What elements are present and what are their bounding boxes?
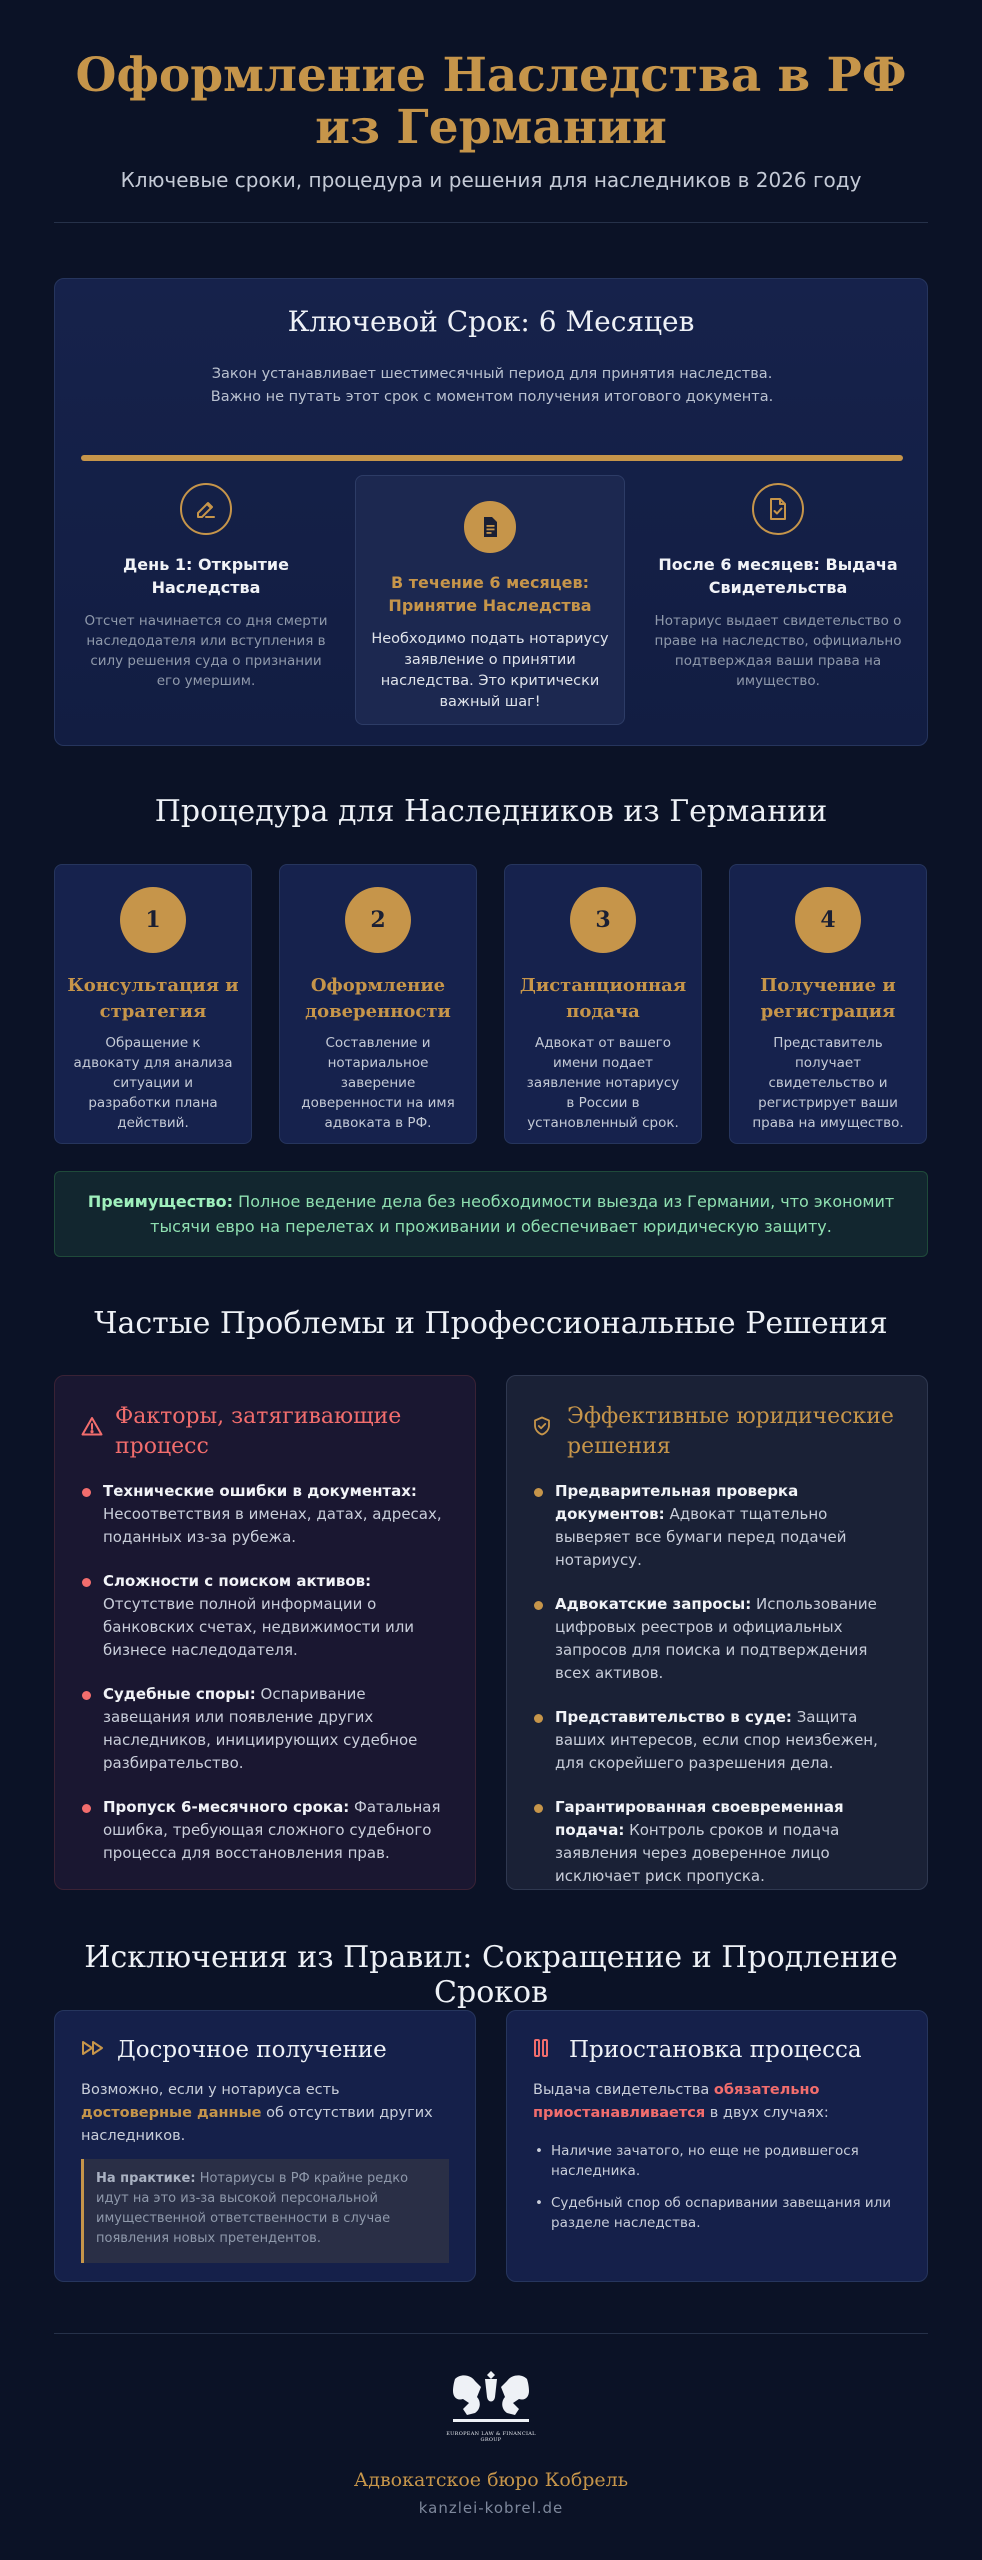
step-title: Оформление доверенности (305, 975, 451, 1022)
suspension-card (506, 2010, 928, 2282)
list-item: Адвокатские запросы: Использование цифровых реестров и официальных запросов для поиска и подтверждения всех активов. (533, 1593, 901, 1685)
list-item: • Наличие зачатого, но еще не родившегося наследника. (533, 2141, 905, 2181)
step-text: Представитель получает свидетельство и регистрирует ваши права на имущество. (752, 1035, 904, 1131)
procedure-step-card (279, 864, 477, 1144)
list-item: Технические ошибки в документах: Несоответствия в именах, датах, адресах, поданных из-за рубежа. (81, 1480, 449, 1549)
step-title: Получение и регистрация (760, 975, 896, 1022)
file-check-icon (752, 483, 804, 535)
timeline-step-text: Нотариус выдает свидетельство о праве на наследство, официально подтверждая ваши права на имущество. (654, 613, 902, 689)
timeline-step-title: После 6 месяцев: Выдача Свидетельства (658, 555, 898, 597)
list-item: • Судебный спор об оспаривании завещания или разделе наследства. (533, 2193, 905, 2233)
timeline-step (643, 483, 913, 691)
divider (54, 2333, 928, 2334)
solutions-title: Эффективные юридические решения (567, 1404, 894, 1459)
warning-triangle-icon (81, 1416, 103, 1462)
timeline-step-title: В течение 6 месяцев: Принятие Наследства (388, 573, 592, 615)
deadline-title: Ключевой Срок: 6 Месяцев (287, 305, 695, 338)
step-text: Составление и нотариальное заверение доверенности на имя адвоката в РФ. (301, 1035, 455, 1131)
logo-caption: EUROPEAN LAW & FINANCIAL GROUP (446, 2431, 536, 2443)
suspension-title: Приостановка процесса (569, 2037, 862, 2063)
lion-crest-logo-icon (445, 2365, 537, 2441)
list-item: Пропуск 6-месячного срока: Фатальная ошибка, требующая сложного судебного процесса для восстановления прав. (81, 1796, 449, 1865)
early-receipt-title: Досрочное получение (117, 2037, 387, 2063)
page-header (54, 50, 928, 192)
timeline-step-text: Необходимо подать нотариусу заявление о принятии наследства. Это критически важный шаг! (371, 631, 609, 710)
divider (54, 222, 928, 223)
problems-title: Факторы, затягивающие процесс (115, 1404, 402, 1459)
step-title: Консультация и стратегия (67, 975, 239, 1022)
timeline-step (71, 483, 341, 691)
timeline-step (355, 501, 625, 713)
step-text: Обращение к адвокату для анализа ситуации и разработки плана действий. (73, 1035, 233, 1131)
edit-icon (180, 483, 232, 535)
procedure-step-card (729, 864, 927, 1144)
shield-check-icon (533, 1416, 555, 1462)
step-number: 1 (120, 887, 186, 953)
procedure-section-title: Процедура для Наследников из Германии (154, 794, 828, 829)
footer (54, 2365, 928, 2517)
list-item: Судебные споры: Оспаривание завещания или появление других наследников, инициирующих судебное разбирательство. (81, 1683, 449, 1775)
advantage-text: Полное ведение дела без необходимости выезда из Германии, что экономит тысячи евро на перелетах и проживании и обеспечивает юридическую защиту. (150, 1192, 895, 1236)
step-number: 4 (795, 887, 861, 953)
step-text: Адвокат от вашего имени подает заявление нотариусу в России в установленный срок. (526, 1035, 680, 1131)
early-receipt-card (54, 2010, 476, 2282)
page-subtitle: Ключевые сроки, процедура и решения для наследников в 2026 году (120, 168, 862, 192)
problems-card (54, 1375, 476, 1890)
step-title: Дистанционная подача (519, 975, 687, 1022)
procedure-step-card (54, 864, 252, 1144)
list-item: Сложности с поиском активов: Отсутствие полной информации о банковских счетах, недвижимости или бизнесе наследодателя. (81, 1570, 449, 1662)
deadline-card (54, 278, 928, 746)
practice-note: На практике: Нотариусы в РФ крайне редко идут на это из-за высокой персональной имущественной ответственности в случае появления новых претендентов. (81, 2159, 449, 2263)
list-item: Предварительная проверка документов: Адвокат тщательно выверяет все бумаги перед подачей нотариусу. (533, 1480, 901, 1572)
fast-forward-icon (81, 2040, 105, 2060)
timeline-step-title: День 1: Открытие Наследства (123, 555, 289, 597)
timeline-bar (81, 455, 903, 461)
document-icon (464, 501, 516, 553)
page-title: Оформление Наследства в РФ из Германии (75, 48, 907, 155)
exceptions-section-title: Исключения из Правил: Сокращение и Продление Сроков (84, 1940, 898, 2010)
timeline-step-text: Отсчет начинается со дня смерти наследодателя или вступления в силу решения суда о признании его умершим. (84, 613, 328, 689)
deadline-description: Закон устанавливает шестимесячный период для принятия наследства. Важно не путать этот срок с моментом получения итогового документа. (210, 366, 774, 405)
suspension-text: Выдача свидетельства обязательно приостанавливается в двух случаях: (533, 2082, 829, 2121)
list-item: Представительство в суде: Защита ваших интересов, если спор неизбежен, для скорейшего разрешения дела. (533, 1706, 901, 1775)
procedure-step-card (504, 864, 702, 1144)
advantage-label: Преимущество: (87, 1192, 234, 1211)
step-number: 2 (345, 887, 411, 953)
advantage-banner (54, 1171, 928, 1257)
problems-section-title: Частые Проблемы и Профессиональные Решения (94, 1306, 888, 1341)
solutions-card (506, 1375, 928, 1890)
step-number: 3 (570, 887, 636, 953)
website-link[interactable]: kanzlei-kobrel.de (418, 2499, 564, 2517)
early-receipt-text: Возможно, если у нотариуса есть достоверные данные об отсутствии других наследников. (81, 2082, 433, 2144)
firm-name: Адвокатское бюро Кобрель (353, 2469, 629, 2491)
list-item: Гарантированная своевременная подача: Контроль сроков и подача заявления через доверенное лицо исключает риск пропуска. (533, 1796, 901, 1888)
pause-icon (533, 2038, 557, 2062)
